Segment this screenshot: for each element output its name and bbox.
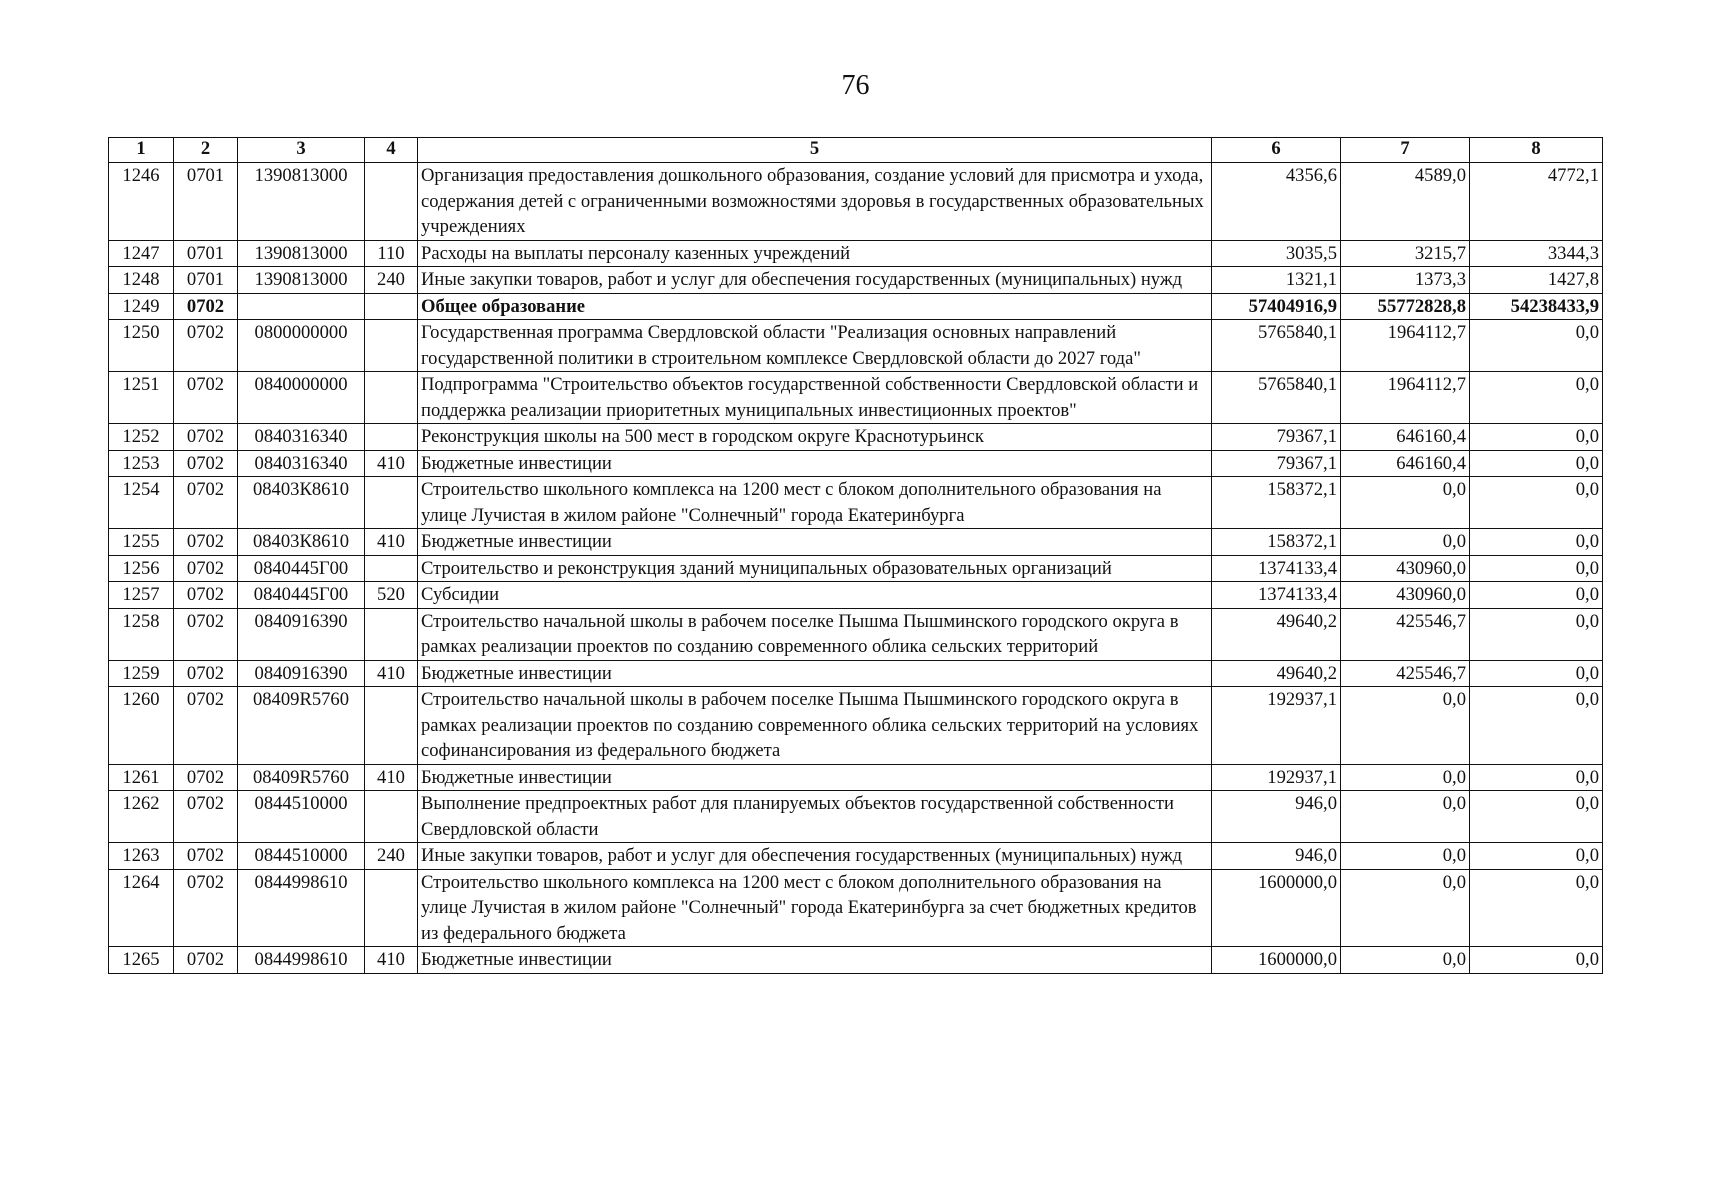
expense-type-code: 410 (365, 660, 418, 687)
section-code: 0702 (174, 764, 238, 791)
row-number: 1260 (109, 687, 174, 765)
expense-type-code (365, 555, 418, 582)
amount-col-6: 1374133,4 (1212, 555, 1341, 582)
row-number: 1252 (109, 424, 174, 451)
column-header: 1 (109, 138, 174, 163)
expense-type-code (365, 372, 418, 424)
amount-col-8: 0,0 (1470, 320, 1603, 372)
amount-col-6: 49640,2 (1212, 660, 1341, 687)
column-header: 5 (418, 138, 1212, 163)
table-row (109, 293, 1603, 320)
amount-col-8: 0,0 (1470, 608, 1603, 660)
item-name: Строительство и реконструкция зданий муниципальных образовательных организаций (418, 555, 1212, 582)
item-name: Бюджетные инвестиции (418, 529, 1212, 556)
amount-col-8: 1427,8 (1470, 267, 1603, 294)
item-name: Государственная программа Свердловской области "Реализация основных направлений государственной политики в строительном комплексе Свердловской области до 2027 года" (418, 320, 1212, 372)
expense-type-code: 520 (365, 582, 418, 609)
section-code: 0702 (174, 293, 238, 320)
amount-col-6: 79367,1 (1212, 424, 1341, 451)
amount-col-7: 0,0 (1341, 791, 1470, 843)
amount-col-6: 1374133,4 (1212, 582, 1341, 609)
target-article-code: 0840316340 (238, 450, 365, 477)
section-code: 0702 (174, 660, 238, 687)
item-name: Расходы на выплаты персоналу казенных учреждений (418, 240, 1212, 267)
amount-col-7: 430960,0 (1341, 582, 1470, 609)
amount-col-6: 192937,1 (1212, 764, 1341, 791)
expense-type-code: 240 (365, 267, 418, 294)
section-code: 0702 (174, 372, 238, 424)
table-body (109, 163, 1603, 974)
amount-col-7: 4589,0 (1341, 163, 1470, 241)
expense-type-code (365, 320, 418, 372)
expense-type-code (365, 293, 418, 320)
expense-type-code: 110 (365, 240, 418, 267)
expense-type-code (365, 163, 418, 241)
amount-col-8: 3344,3 (1470, 240, 1603, 267)
row-number: 1247 (109, 240, 174, 267)
amount-col-6: 158372,1 (1212, 529, 1341, 556)
table-row (109, 843, 1603, 870)
section-code: 0702 (174, 687, 238, 765)
expense-type-code: 410 (365, 764, 418, 791)
row-number: 1251 (109, 372, 174, 424)
section-code: 0702 (174, 608, 238, 660)
target-article-code: 0840445Г00 (238, 555, 365, 582)
amount-col-8: 0,0 (1470, 764, 1603, 791)
amount-col-7: 646160,4 (1341, 424, 1470, 451)
amount-col-7: 425546,7 (1341, 608, 1470, 660)
target-article-code: 0840916390 (238, 660, 365, 687)
column-header: 7 (1341, 138, 1470, 163)
item-name: Организация предоставления дошкольного образования, создание условий для присмотра и ухода, содержания детей с ограниченными возможностями здоровья в государственных образовательных учреждениях (418, 163, 1212, 241)
target-article-code: 0844510000 (238, 843, 365, 870)
amount-col-8: 4772,1 (1470, 163, 1603, 241)
amount-col-6: 1600000,0 (1212, 869, 1341, 947)
row-number: 1264 (109, 869, 174, 947)
amount-col-7: 55772828,8 (1341, 293, 1470, 320)
amount-col-6: 946,0 (1212, 843, 1341, 870)
table-row (109, 764, 1603, 791)
section-code: 0702 (174, 424, 238, 451)
section-code: 0702 (174, 791, 238, 843)
expense-type-code: 410 (365, 450, 418, 477)
target-article-code: 0840316340 (238, 424, 365, 451)
target-article-code: 08409R5760 (238, 764, 365, 791)
table-row (109, 240, 1603, 267)
section-code: 0702 (174, 555, 238, 582)
row-number: 1259 (109, 660, 174, 687)
expense-type-code: 240 (365, 843, 418, 870)
column-header: 2 (174, 138, 238, 163)
amount-col-8: 0,0 (1470, 450, 1603, 477)
amount-col-7: 0,0 (1341, 764, 1470, 791)
amount-col-8: 0,0 (1470, 843, 1603, 870)
item-name: Бюджетные инвестиции (418, 764, 1212, 791)
target-article-code: 1390813000 (238, 240, 365, 267)
budget-table (108, 137, 1603, 974)
row-number: 1261 (109, 764, 174, 791)
expense-type-code: 410 (365, 947, 418, 974)
amount-col-6: 1321,1 (1212, 267, 1341, 294)
section-code: 0701 (174, 240, 238, 267)
section-code: 0702 (174, 450, 238, 477)
expense-type-code (365, 477, 418, 529)
target-article-code: 08409R5760 (238, 687, 365, 765)
table-row (109, 529, 1603, 556)
amount-col-7: 0,0 (1341, 947, 1470, 974)
item-name: Бюджетные инвестиции (418, 947, 1212, 974)
target-article-code: 0844998610 (238, 947, 365, 974)
column-header: 4 (365, 138, 418, 163)
table-row (109, 424, 1603, 451)
target-article-code: 0840000000 (238, 372, 365, 424)
row-number: 1263 (109, 843, 174, 870)
column-header: 6 (1212, 138, 1341, 163)
item-name: Подпрограмма "Строительство объектов государственной собственности Свердловской области и поддержка реализации приоритетных муниципальных инвестиционных проектов" (418, 372, 1212, 424)
item-name: Строительство школьного комплекса на 1200 мест с блоком дополнительного образования на улице Лучистая в жилом районе "Солнечный" города Екатеринбурга за счет бюджетных кредитов из федерального бюджета (418, 869, 1212, 947)
amount-col-7: 1964112,7 (1341, 372, 1470, 424)
amount-col-7: 1964112,7 (1341, 320, 1470, 372)
amount-col-7: 0,0 (1341, 843, 1470, 870)
row-number: 1256 (109, 555, 174, 582)
table-row (109, 687, 1603, 765)
amount-col-6: 79367,1 (1212, 450, 1341, 477)
table-row (109, 450, 1603, 477)
column-header: 3 (238, 138, 365, 163)
amount-col-7: 0,0 (1341, 529, 1470, 556)
table-row (109, 555, 1603, 582)
item-name: Субсидии (418, 582, 1212, 609)
table-row (109, 477, 1603, 529)
amount-col-8: 0,0 (1470, 947, 1603, 974)
target-article-code: 0844510000 (238, 791, 365, 843)
amount-col-7: 3215,7 (1341, 240, 1470, 267)
amount-col-8: 54238433,9 (1470, 293, 1603, 320)
target-article-code: 1390813000 (238, 267, 365, 294)
amount-col-6: 192937,1 (1212, 687, 1341, 765)
row-number: 1258 (109, 608, 174, 660)
amount-col-8: 0,0 (1470, 791, 1603, 843)
row-number: 1257 (109, 582, 174, 609)
amount-col-8: 0,0 (1470, 687, 1603, 765)
item-name: Иные закупки товаров, работ и услуг для обеспечения государственных (муниципальных) нужд (418, 267, 1212, 294)
table-row (109, 660, 1603, 687)
row-number: 1248 (109, 267, 174, 294)
amount-col-6: 946,0 (1212, 791, 1341, 843)
item-name: Выполнение предпроектных работ для планируемых объектов государственной собственности Свердловской области (418, 791, 1212, 843)
item-name: Иные закупки товаров, работ и услуг для обеспечения государственных (муниципальных) нужд (418, 843, 1212, 870)
amount-col-8: 0,0 (1470, 529, 1603, 556)
section-code: 0701 (174, 163, 238, 241)
row-number: 1255 (109, 529, 174, 556)
item-name: Строительство начальной школы в рабочем поселке Пышма Пышминского городского округа в рамках реализации проектов по созданию современного облика сельских территорий (418, 608, 1212, 660)
section-code: 0702 (174, 320, 238, 372)
table-row (109, 608, 1603, 660)
expense-type-code (365, 791, 418, 843)
section-code: 0702 (174, 477, 238, 529)
target-article-code (238, 293, 365, 320)
section-code: 0701 (174, 267, 238, 294)
amount-col-6: 158372,1 (1212, 477, 1341, 529)
amount-col-7: 1373,3 (1341, 267, 1470, 294)
amount-col-6: 57404916,9 (1212, 293, 1341, 320)
column-header: 8 (1470, 138, 1603, 163)
section-code: 0702 (174, 843, 238, 870)
expense-type-code (365, 869, 418, 947)
row-number: 1246 (109, 163, 174, 241)
amount-col-8: 0,0 (1470, 424, 1603, 451)
target-article-code: 0800000000 (238, 320, 365, 372)
amount-col-6: 3035,5 (1212, 240, 1341, 267)
table-row (109, 163, 1603, 241)
target-article-code: 08403К8610 (238, 477, 365, 529)
item-name: Бюджетные инвестиции (418, 450, 1212, 477)
expense-type-code (365, 608, 418, 660)
amount-col-8: 0,0 (1470, 660, 1603, 687)
amount-col-6: 4356,6 (1212, 163, 1341, 241)
row-number: 1262 (109, 791, 174, 843)
table-row (109, 582, 1603, 609)
table-row (109, 947, 1603, 974)
amount-col-8: 0,0 (1470, 869, 1603, 947)
amount-col-7: 0,0 (1341, 869, 1470, 947)
target-article-code: 0844998610 (238, 869, 365, 947)
amount-col-7: 425546,7 (1341, 660, 1470, 687)
amount-col-7: 646160,4 (1341, 450, 1470, 477)
page-number: 76 (841, 70, 870, 101)
expense-type-code: 410 (365, 529, 418, 556)
table-row (109, 320, 1603, 372)
target-article-code: 08403К8610 (238, 529, 365, 556)
amount-col-7: 0,0 (1341, 687, 1470, 765)
expense-type-code (365, 687, 418, 765)
table-row (109, 869, 1603, 947)
item-name: Строительство начальной школы в рабочем поселке Пышма Пышминского городского округа в рамках реализации проектов по созданию современного облика сельских территорий на условиях софинансирования из федерального бюджета (418, 687, 1212, 765)
row-number: 1253 (109, 450, 174, 477)
amount-col-7: 0,0 (1341, 477, 1470, 529)
item-name: Общее образование (418, 293, 1212, 320)
item-name: Реконструкция школы на 500 мест в городском округе Краснотурьинск (418, 424, 1212, 451)
amount-col-6: 5765840,1 (1212, 372, 1341, 424)
amount-col-8: 0,0 (1470, 555, 1603, 582)
table-row (109, 791, 1603, 843)
section-code: 0702 (174, 529, 238, 556)
row-number: 1265 (109, 947, 174, 974)
item-name: Бюджетные инвестиции (418, 660, 1212, 687)
amount-col-7: 430960,0 (1341, 555, 1470, 582)
target-article-code: 1390813000 (238, 163, 365, 241)
table-row (109, 372, 1603, 424)
item-name: Строительство школьного комплекса на 1200 мест с блоком дополнительного образования на улице Лучистая в жилом районе "Солнечный" города Екатеринбурга (418, 477, 1212, 529)
amount-col-6: 49640,2 (1212, 608, 1341, 660)
row-number: 1250 (109, 320, 174, 372)
row-number: 1254 (109, 477, 174, 529)
section-code: 0702 (174, 947, 238, 974)
table-row (109, 267, 1603, 294)
amount-col-6: 1600000,0 (1212, 947, 1341, 974)
amount-col-8: 0,0 (1470, 582, 1603, 609)
row-number: 1249 (109, 293, 174, 320)
amount-col-6: 5765840,1 (1212, 320, 1341, 372)
section-code: 0702 (174, 582, 238, 609)
section-code: 0702 (174, 869, 238, 947)
target-article-code: 0840445Г00 (238, 582, 365, 609)
expense-type-code (365, 424, 418, 451)
header-row (109, 138, 1603, 163)
target-article-code: 0840916390 (238, 608, 365, 660)
amount-col-8: 0,0 (1470, 477, 1603, 529)
amount-col-8: 0,0 (1470, 372, 1603, 424)
